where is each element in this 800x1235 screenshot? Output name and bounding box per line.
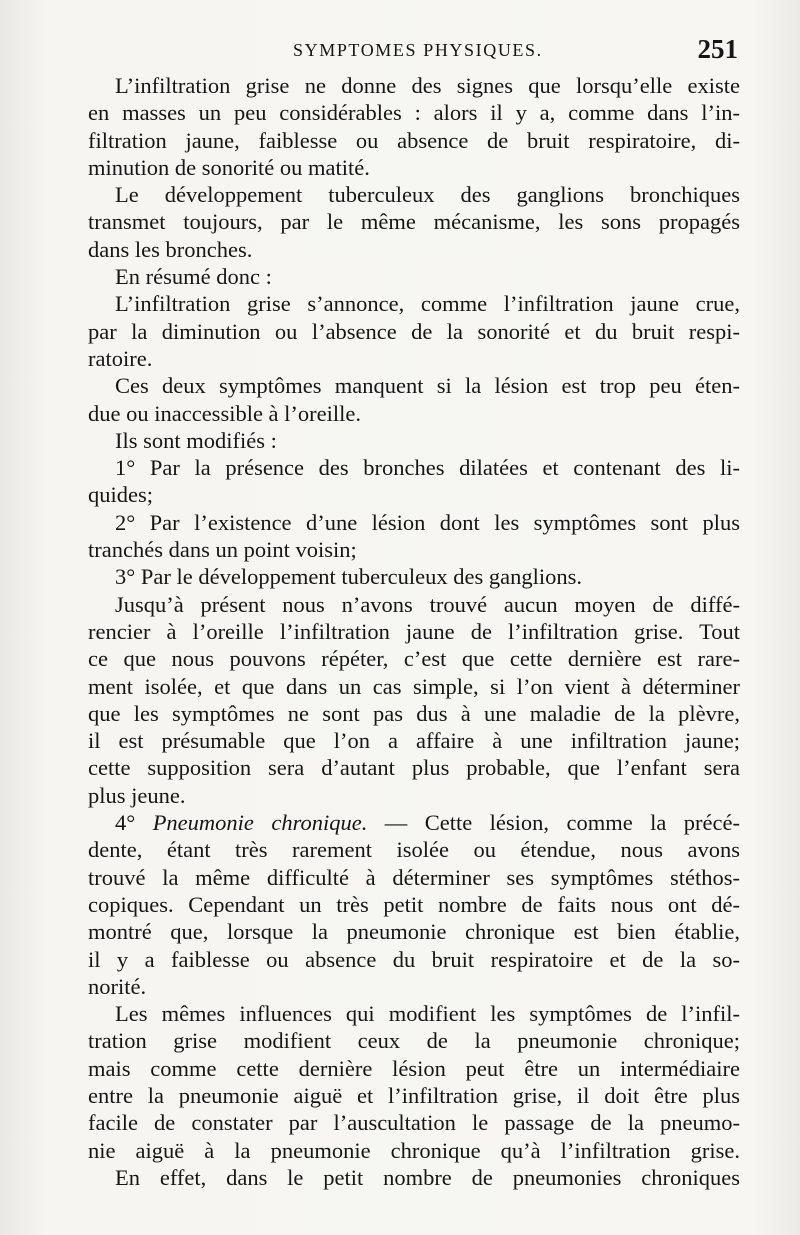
text-line-content: L’infiltration grise ne donne des signes que lorsqu’elle existe bbox=[115, 73, 740, 98]
text-line-content: montré que, lorsque la pneumonie chronique est bien établie, bbox=[88, 919, 740, 945]
text-line-content: filtration jaune, faiblesse ou absence de bruit respiratoire, di- bbox=[88, 127, 740, 153]
text-line bbox=[88, 645, 740, 672]
text-line-content: 1° Par la présence des bronches dilatées et contenant des li- bbox=[115, 455, 740, 481]
text-line bbox=[88, 973, 740, 1000]
text-line-content: Ces deux symptômes manquent si la lésion est trop peu éten- bbox=[115, 373, 740, 399]
text-line bbox=[88, 754, 740, 781]
text-line-content: Les mêmes influences qui modifient les symptômes de l’infil- bbox=[115, 1001, 740, 1027]
text-line-content: ment isolée, et que dans un cas simple, si l’on vient à déterminer bbox=[88, 673, 740, 699]
text-line-content: copiques. Cependant un très petit nombre de faits nous ont dé- bbox=[88, 891, 740, 917]
text-line-content: facile de constater par l’auscultation le passage de la pneumo- bbox=[88, 1110, 740, 1136]
text-line-content: cette supposition sera d’autant plus probable, que l’enfant sera bbox=[88, 755, 740, 781]
text-line-content: trouvé la même difficulté à déterminer ses symptômes stéthos- bbox=[88, 864, 740, 890]
text-line bbox=[88, 864, 740, 891]
text-line bbox=[88, 1164, 740, 1191]
text-line-continuation: — Cette lésion, comme la précé- bbox=[367, 810, 740, 836]
text-line-content: que les symptômes ne sont pas dus à une maladie de la plèvre, bbox=[88, 700, 740, 726]
text-line-content: Jusqu’à présent nous n’avons trouvé aucun moyen de diffé- bbox=[115, 591, 740, 617]
text-line-content: par la diminution ou l’absence de la sonorité et du bruit respi- bbox=[88, 318, 740, 344]
text-line bbox=[88, 1082, 740, 1109]
page-number: 251 bbox=[697, 34, 738, 64]
text-line-content: en masses un peu considérables : alors il y a, comme dans l’in- bbox=[88, 100, 740, 126]
text-line-content: transmet toujours, par le même mécanisme, les sons propagés bbox=[88, 209, 740, 235]
text-line-content: 2° Par l’existence d’une lésion dont les symptômes sont plus bbox=[115, 509, 740, 535]
text-line-content: rencier à l’oreille l’infiltration jaune de l’infiltration grise. Tout bbox=[88, 618, 740, 644]
text-line-content: 4° bbox=[115, 810, 153, 836]
text-line-content: Ils sont modifiés : bbox=[115, 427, 277, 453]
text-line bbox=[88, 290, 740, 317]
text-line-content: il y a faiblesse ou absence du bruit respiratoire et de la so- bbox=[88, 946, 740, 972]
text-line-content: tration grise modifient ceux de la pneumonie chronique; bbox=[88, 1028, 740, 1054]
text-line bbox=[88, 154, 740, 181]
body-text bbox=[88, 72, 740, 1191]
text-line bbox=[88, 946, 740, 973]
text-line bbox=[88, 318, 740, 345]
text-line-content: plus jeune. bbox=[88, 782, 186, 808]
text-line-content: ratoire. bbox=[88, 345, 153, 371]
text-line bbox=[88, 591, 740, 618]
text-line bbox=[88, 618, 740, 645]
text-line-content: Le développement tuberculeux des ganglions bronchiques bbox=[115, 182, 740, 208]
text-line bbox=[88, 918, 740, 945]
text-line bbox=[88, 127, 740, 154]
section-heading-italic: Pneumonie chronique. bbox=[152, 810, 368, 836]
text-line bbox=[88, 673, 740, 700]
text-line bbox=[88, 700, 740, 727]
text-line bbox=[88, 454, 740, 481]
text-line-content: dente, étant très rarement isolée ou étendue, nous avons bbox=[88, 837, 740, 863]
text-line-content: mais comme cette dernière lésion peut être un intermédiaire bbox=[88, 1055, 740, 1081]
text-line-content: il est présumable que l’on a affaire à une infiltration jaune; bbox=[88, 728, 740, 754]
text-line-content: dans les bronches. bbox=[88, 236, 253, 262]
text-line bbox=[88, 372, 740, 399]
text-line-content: nie aiguë à la pneumonie chronique qu’à l’infiltration grise. bbox=[88, 1137, 740, 1163]
text-line bbox=[88, 1109, 740, 1136]
text-line bbox=[88, 345, 740, 372]
text-line-content: quides; bbox=[88, 482, 153, 508]
text-line bbox=[88, 509, 740, 536]
text-line-content: minution de sonorité ou matité. bbox=[88, 154, 370, 180]
running-title: SYMPTOMES PHYSIQUES. bbox=[293, 40, 543, 60]
text-line bbox=[88, 99, 740, 126]
text-line bbox=[88, 72, 740, 99]
text-line bbox=[88, 263, 740, 290]
text-line bbox=[88, 1027, 740, 1054]
text-line bbox=[88, 1137, 740, 1164]
text-line bbox=[88, 536, 740, 563]
text-line-content: due ou inaccessible à l’oreille. bbox=[88, 400, 362, 426]
text-line bbox=[88, 236, 740, 263]
text-line bbox=[88, 481, 740, 508]
text-line bbox=[88, 891, 740, 918]
text-line bbox=[88, 208, 740, 235]
text-line-content: norité. bbox=[88, 973, 147, 999]
text-line bbox=[88, 836, 740, 863]
text-line bbox=[88, 427, 740, 454]
text-line bbox=[88, 1055, 740, 1082]
text-line-content: ce que nous pouvons répéter, c’est que cette dernière est rare- bbox=[88, 646, 740, 672]
text-line bbox=[88, 809, 740, 836]
text-line-content: tranchés dans un point voisin; bbox=[88, 537, 357, 563]
text-line bbox=[88, 727, 740, 754]
text-line-content: 3° Par le développement tuberculeux des ganglions. bbox=[115, 564, 582, 590]
text-line-content: entre la pneumonie aiguë et l’infiltration grise, il doit être plus bbox=[88, 1082, 740, 1108]
text-line bbox=[88, 181, 740, 208]
text-line bbox=[88, 563, 740, 590]
text-line-content: En effet, dans le petit nombre de pneumonies chroniques bbox=[115, 1164, 740, 1190]
text-line-content: En résumé donc : bbox=[115, 264, 272, 290]
text-line bbox=[88, 1000, 740, 1027]
text-line-content: L’infiltration grise s’annonce, comme l’infiltration jaune crue, bbox=[115, 291, 740, 317]
text-line bbox=[88, 782, 740, 809]
text-line bbox=[88, 400, 740, 427]
